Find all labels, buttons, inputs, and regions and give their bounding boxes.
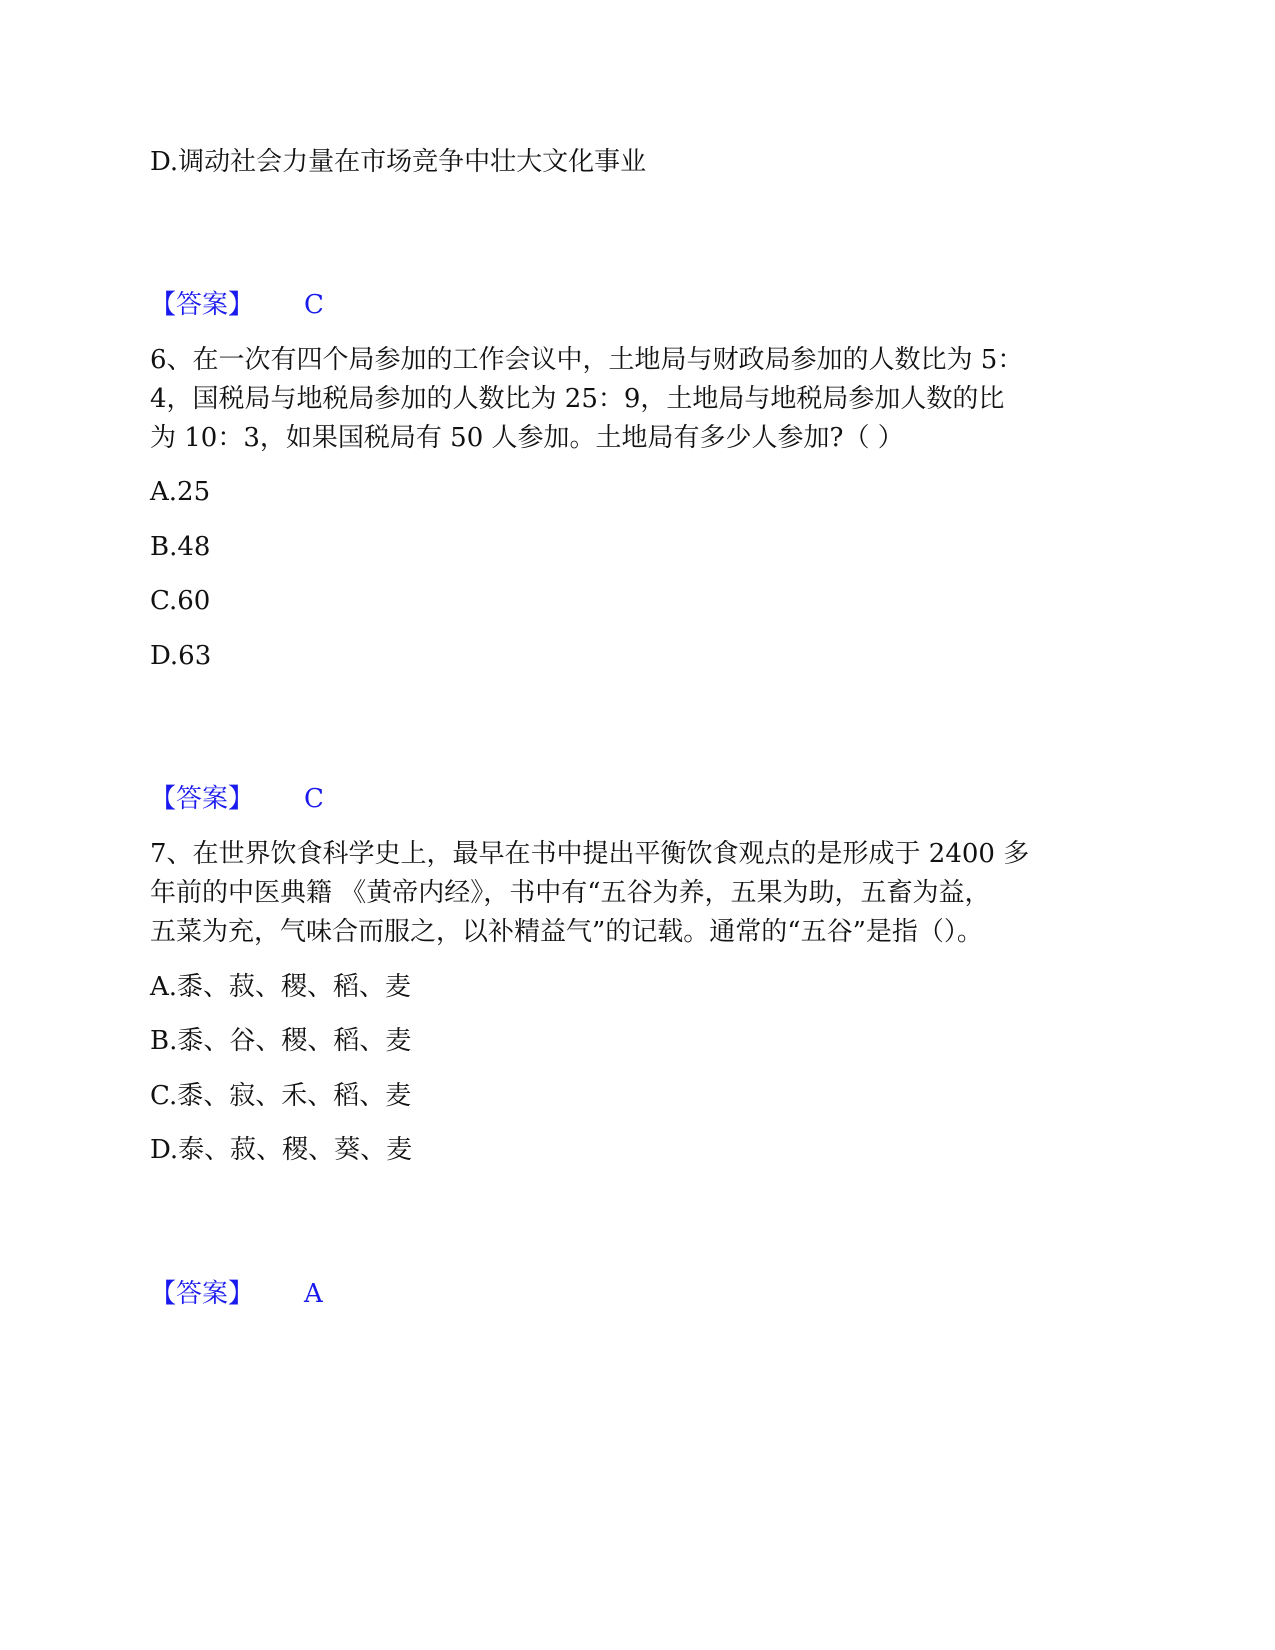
q7-option-b: B.黍、谷、稷、稻、麦 [150,1026,412,1056]
q7-answer [150,1275,323,1313]
q6-answer [150,780,324,818]
q7-option-a: A.黍、菽、稷、稻、麦 [150,972,412,1002]
q6-option-a: A.25 [150,477,211,507]
q7-option-d: D.泰、菽、稷、葵、麦 [150,1135,413,1165]
q6-option-b: B.48 [150,532,211,562]
answer-value: A [304,1279,323,1309]
answer-label: 【答案】 [150,290,255,320]
q7-option-c: C.黍、寂、禾、稻、麦 [150,1081,412,1111]
q6-option-c: C.60 [150,586,211,616]
answer-label: 【答案】 [150,784,255,814]
prev-option-d: D.调动社会力量在市场竞争中壮大文化事业 [150,147,647,177]
prev-answer [150,286,324,324]
q6-stem-line-2: 4，国税局与地税局参加的人数比为 25：9，土地局与地税局参加人数的比 [150,384,1005,414]
q7-stem-line-1: 7、在世界饮食科学史上，最早在书中提出平衡饮食观点的是形成于 2400 多 [150,839,1030,869]
q6-option-d: D.63 [150,641,212,671]
q6-stem-line-3: 为 10：3，如果国税局有 50 人参加。土地局有多少人参加?（ ） [150,423,904,453]
q7-stem-line-3: 五菜为充，气味合而服之，以补精益气”的记载。通常的“五谷”是指（）。 [150,917,983,947]
answer-value: C [304,290,324,320]
q6-stem-line-1: 6、在一次有四个局参加的工作会议中，土地局与财政局参加的人数比为 5： [150,345,1024,375]
answer-value: C [304,784,324,814]
q7-stem-line-2: 年前的中医典籍 《黄帝内经》，书中有“五谷为养，五果为助，五畜为益， [150,878,991,908]
answer-label: 【答案】 [150,1279,255,1309]
